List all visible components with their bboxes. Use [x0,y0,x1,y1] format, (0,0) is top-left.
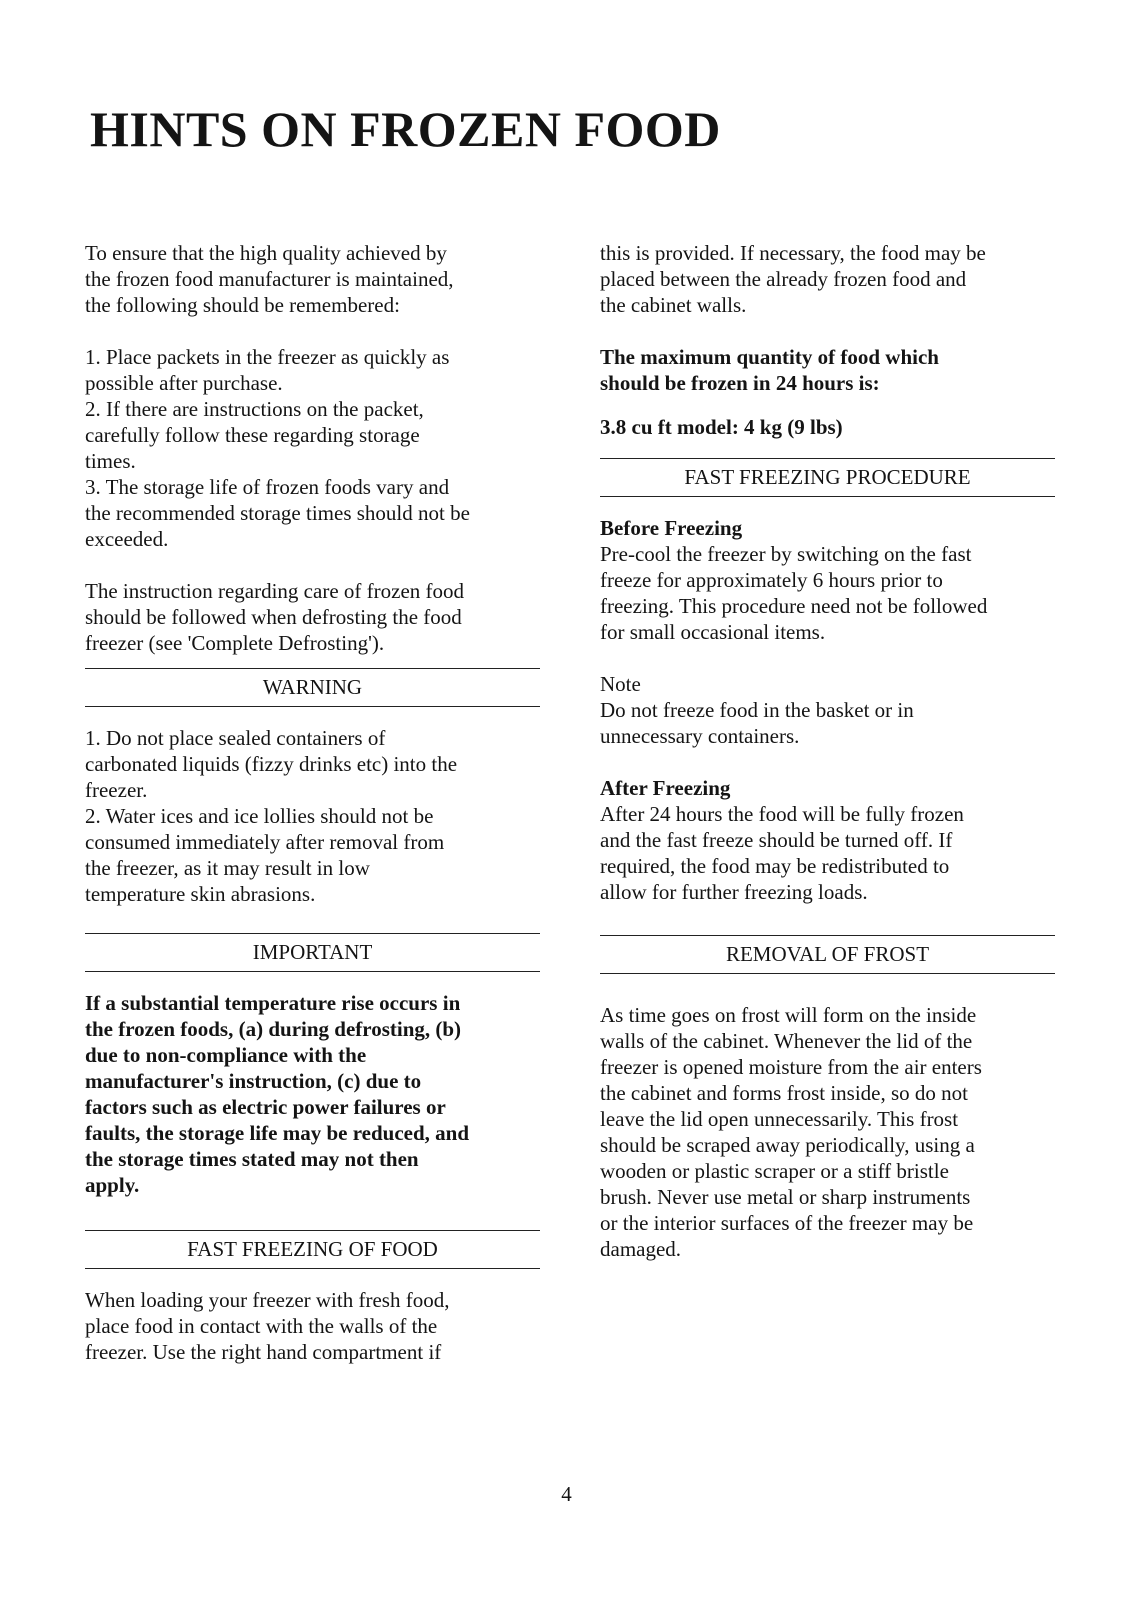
instructions-list [85,344,540,552]
text-line: placed between the already frozen food and [600,267,967,291]
warning-heading: WARNING [85,668,540,707]
text-line: 2. Water ices and ice lollies should not be [85,804,434,828]
before-freezing-heading: Before Freezing [600,516,743,540]
before-freezing-paragraph [600,541,1055,645]
text-line: this is provided. If necessary, the food may be [600,241,986,265]
text-line: When loading your freezer with fresh food, [85,1288,450,1312]
text-line: carbonated liquids (fizzy drinks etc) into the [85,752,458,776]
text-line: freeze for approximately 6 hours prior to [600,568,943,592]
text-line: the frozen food manufacturer is maintained, [85,267,454,291]
text-line: exceeded. [85,527,169,551]
text-line: apply. [85,1173,140,1197]
text-line: the cabinet walls. [600,293,747,317]
text-line: faults, the storage life may be reduced, and [85,1121,469,1145]
text-line: factors such as electric power failures or [85,1095,446,1119]
text-line: freezer (see 'Complete Defrosting'). [85,631,385,655]
text-line: or the interior surfaces of the freezer may be [600,1211,974,1235]
text-line: After 24 hours the food will be fully frozen [600,802,964,826]
text-line: for small occasional items. [600,620,826,644]
text-line: the following should be remembered: [85,293,400,317]
intro-paragraph [85,240,540,318]
text-line: due to non-compliance with the [85,1043,367,1067]
text-line: and the fast freeze should be turned off. If [600,828,953,852]
important-heading: IMPORTANT [85,933,540,972]
note-heading: Note [600,672,641,696]
after-freezing-heading: After Freezing [600,776,731,800]
procedure-heading: FAST FREEZING PROCEDURE [600,458,1055,497]
text-line: should be scraped away periodically, using a [600,1133,975,1157]
right-column [600,240,1055,1262]
text-line: damaged. [600,1237,682,1261]
text-line: possible after purchase. [85,371,283,395]
important-paragraph [85,990,540,1198]
care-paragraph [85,578,540,656]
text-line: brush. Never use metal or sharp instruments [600,1185,971,1209]
text-line: 1. Place packets in the freezer as quickly as [85,345,450,369]
text-line: walls of the cabinet. Whenever the lid of the [600,1029,973,1053]
text-line: The instruction regarding care of frozen food [85,579,465,603]
max-quantity-paragraph [600,344,1055,396]
text-line: wooden or plastic scraper or a stiff bristle [600,1159,949,1183]
text-line: allow for further freezing loads. [600,880,868,904]
text-line: To ensure that the high quality achieved by [85,241,447,265]
text-line: carefully follow these regarding storage [85,423,420,447]
text-line: freezer. Use the right hand compartment if [85,1340,442,1364]
removal-of-frost-heading: REMOVAL OF FROST [600,935,1055,974]
text-line: freezer is opened moisture from the air enters [600,1055,982,1079]
fast-freezing-heading: FAST FREEZING OF FOOD [85,1230,540,1269]
text-line: unnecessary containers. [600,724,800,748]
text-line: The maximum quantity of food which [600,345,939,369]
text-line: If a substantial temperature rise occurs in [85,991,461,1015]
text-line: the storage times stated may not then [85,1147,419,1171]
fast-freezing-paragraph [85,1287,540,1365]
page-title: HINTS ON FROZEN FOOD [90,101,721,157]
text-line: 3. The storage life of frozen foods vary and [85,475,450,499]
text-line: the frozen foods, (a) during defrosting, (b) [85,1017,462,1041]
text-line: times. [85,449,136,473]
text-line: leave the lid open unnecessarily. This frost [600,1107,959,1131]
text-line: required, the food may be redistributed to [600,854,950,878]
text-line: the cabinet and forms frost inside, so do not [600,1081,969,1105]
page-number: 4 [561,1482,572,1506]
text-line: consumed immediately after removal from [85,830,445,854]
note-paragraph [600,697,1055,749]
text-line: As time goes on frost will form on the inside [600,1003,977,1027]
text-line: 2. If there are instructions on the packet, [85,397,424,421]
text-line: should be frozen in 24 hours is: [600,371,880,395]
text-line: temperature skin abrasions. [85,882,316,906]
text-line: the freezer, as it may result in low [85,856,370,880]
text-line: place food in contact with the walls of the [85,1314,438,1338]
text-line: freezer. [85,778,148,802]
text-line: the recommended storage times should not be [85,501,470,525]
text-line: freezing. This procedure need not be followed [600,594,988,618]
model-capacity: 3.8 cu ft model: 4 kg (9 lbs) [600,415,843,439]
text-line: manufacturer's instruction, (c) due to [85,1069,422,1093]
text-line: Do not freeze food in the basket or in [600,698,914,722]
continued-paragraph [600,240,1055,318]
text-line: should be followed when defrosting the food [85,605,462,629]
after-freezing-paragraph [600,801,1055,905]
left-column [85,240,540,1365]
text-line: 1. Do not place sealed containers of [85,726,386,750]
removal-of-frost-paragraph [600,1002,1055,1262]
warning-list [85,725,540,907]
text-line: Pre-cool the freezer by switching on the fast [600,542,972,566]
